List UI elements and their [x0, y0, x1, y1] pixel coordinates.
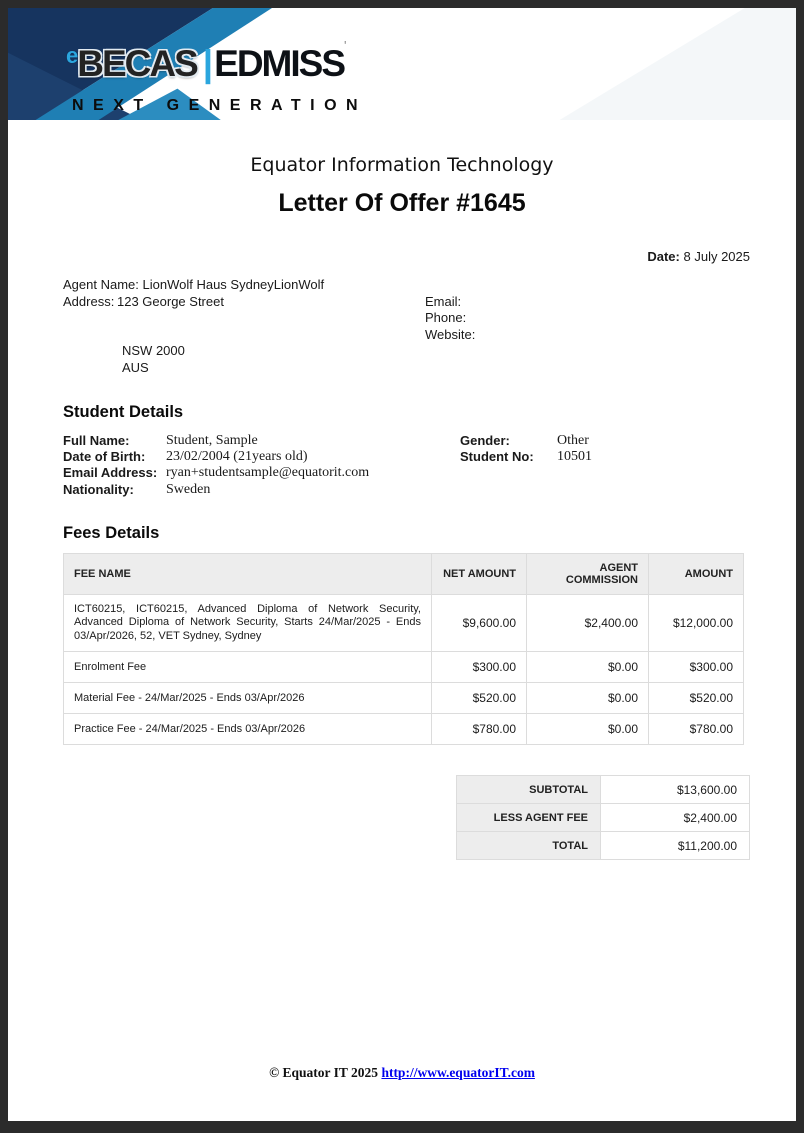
nationality-row	[63, 482, 741, 498]
fees-details-heading: Fees Details	[63, 523, 160, 542]
date-label: Date:	[647, 249, 680, 264]
agent-website-label: Website:	[425, 326, 476, 342]
nationality-label: Nationality:	[63, 481, 134, 497]
ebecas-edmiss-logo	[66, 22, 367, 115]
logo-e-glyph: e	[66, 43, 79, 68]
agent-name-line	[63, 277, 750, 294]
fees-table	[63, 553, 744, 746]
amount-cell: $780.00	[649, 714, 744, 745]
student-no-value: 10501	[557, 449, 592, 465]
letter-of-offer-page	[8, 8, 796, 1121]
logo-edmiss-text: EDMISS	[214, 43, 344, 84]
student-details-block	[63, 433, 741, 498]
agent-commission-cell: $2,400.00	[527, 594, 649, 652]
agent-name-label: Agent Name:	[63, 277, 139, 292]
table-row	[64, 594, 744, 652]
email-value: ryan+studentsample@equatorit.com	[166, 465, 370, 481]
full-name-label: Full Name:	[63, 433, 130, 448]
net-amount-column-header: NET AMOUNT	[432, 553, 527, 594]
dob-label: Date of Birth:	[63, 449, 146, 465]
amount-cell: $300.00	[649, 652, 744, 683]
agent-state-postcode: NSW 2000	[122, 343, 185, 359]
student-no-label: Student No:	[460, 449, 534, 465]
agent-email-label: Email:	[425, 293, 462, 309]
equatorit-link[interactable]: http://www.equatorIT.com	[381, 1065, 535, 1080]
date-value: 8 July 2025	[683, 249, 750, 264]
agent-contact-block	[425, 294, 475, 344]
logo-becas-text: BECAS	[77, 43, 197, 84]
nationality-value: Sweden	[166, 481, 211, 497]
email-label: Email Address:	[63, 465, 158, 481]
total-label: TOTAL	[457, 832, 601, 860]
logo-separator-bar: |	[202, 43, 212, 84]
fee-name-cell: Practice Fee - 24/Mar/2025 - Ends 03/Apr/2026	[64, 714, 432, 745]
student-right-column	[460, 433, 592, 465]
fee-name-column-header: FEE NAME	[64, 553, 432, 594]
page-footer	[8, 1065, 796, 1081]
amount-cell: $12,000.00	[649, 594, 744, 652]
agent-address-line	[63, 294, 750, 311]
agent-address-label: Address:	[63, 293, 115, 309]
company-title: Equator Information Technology	[250, 154, 554, 176]
net-amount-cell: $300.00	[432, 652, 527, 683]
dob-value: 23/02/2004 (21years old)	[166, 449, 308, 465]
full-name-row	[63, 433, 741, 449]
totals-table	[456, 775, 750, 860]
agent-country: AUS	[122, 359, 149, 375]
date-row	[8, 249, 750, 264]
agent-commission-cell: $0.00	[527, 683, 649, 714]
net-amount-cell: $780.00	[432, 714, 527, 745]
logo-wordmark	[66, 22, 367, 93]
agent-commission-cell: $0.00	[527, 714, 649, 745]
amount-cell: $520.00	[649, 683, 744, 714]
page-title: Letter Of Offer #1645	[278, 189, 526, 217]
agent-blank-line	[63, 310, 750, 327]
table-row	[64, 714, 744, 745]
net-amount-cell: $520.00	[432, 683, 527, 714]
amount-column-header: AMOUNT	[649, 553, 744, 594]
gender-value: Other	[557, 433, 589, 448]
agent-phone-label: Phone:	[425, 310, 467, 326]
agent-address-value: 123 George Street	[117, 293, 224, 309]
copyright-text: © Equator IT 2025	[269, 1065, 382, 1080]
less-agent-fee-value: $2,400.00	[601, 804, 750, 832]
brand-banner	[8, 8, 796, 120]
less-agent-fee-row	[457, 804, 750, 832]
agent-commission-column-header: AGENT COMMISSION	[527, 553, 649, 594]
total-row	[457, 832, 750, 860]
table-row	[64, 652, 744, 683]
total-value: $11,200.00	[601, 832, 750, 860]
agent-blank-line	[63, 327, 750, 344]
gender-row	[460, 433, 592, 449]
email-row	[63, 465, 741, 481]
table-row	[64, 683, 744, 714]
logo-tagline: NEXT GENERATION	[72, 97, 368, 114]
dob-row	[63, 449, 741, 465]
student-details-heading: Student Details	[63, 403, 184, 421]
agent-name-value: LionWolf Haus SydneyLionWolf	[142, 277, 325, 292]
subtotal-value: $13,600.00	[601, 776, 750, 804]
full-name-value: Student, Sample	[166, 433, 258, 448]
student-no-row	[460, 449, 592, 465]
subtotal-label: SUBTOTAL	[457, 776, 601, 804]
fee-name-cell: Material Fee - 24/Mar/2025 - Ends 03/Apr/2026	[64, 683, 432, 714]
gender-label: Gender:	[460, 433, 510, 448]
subtotal-row	[457, 776, 750, 804]
less-agent-fee-label: LESS AGENT FEE	[457, 804, 601, 832]
agent-commission-cell: $0.00	[527, 652, 649, 683]
net-amount-cell: $9,600.00	[432, 594, 527, 652]
agent-details-block	[63, 277, 750, 377]
fees-header-row	[64, 553, 744, 594]
fee-name-cell: ICT60215, ICT60215, Advanced Diploma of Network Security, Advanced Diploma of Network Security, Starts 24/Mar/2025 - Ends 03/Apr/2026, 52, VET Sydney, Sydney	[64, 594, 432, 652]
fee-name-cell: Enrolment Fee	[64, 652, 432, 683]
